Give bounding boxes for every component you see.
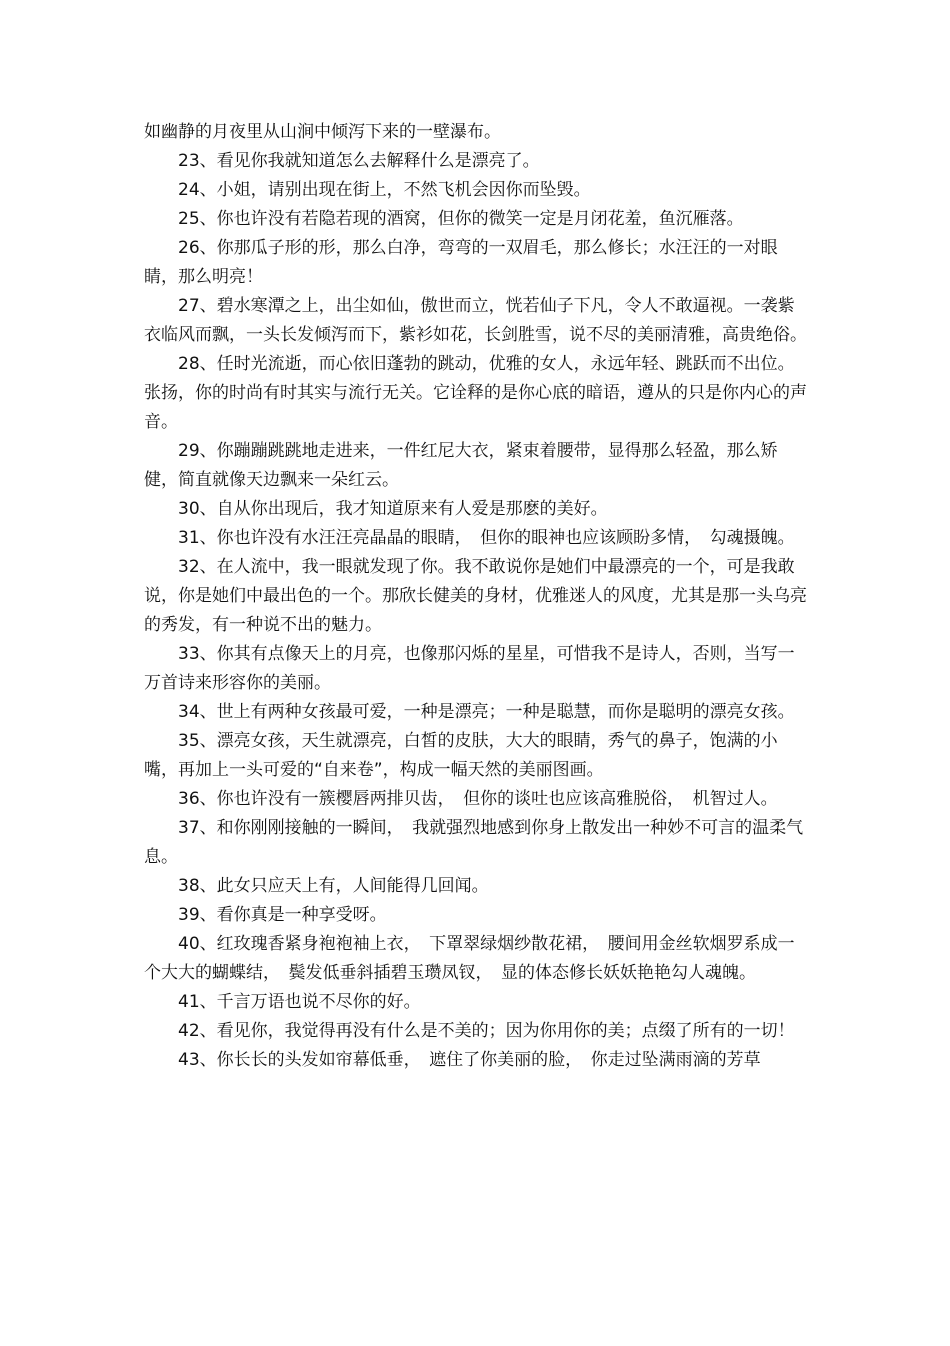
document-body: [144, 118, 808, 1075]
paragraph: 37、和你刚刚接触的一瞬间， 我就强烈地感到你身上散发出一种妙不可言的温柔气息。: [144, 818, 804, 867]
paragraph: 30、自从你出现后，我才知道原来有人爱是那麽的美好。: [178, 499, 608, 519]
paragraph: 28、任时光流逝，而心依旧蓬勃的跳动，优雅的女人，永远年轻、跳跃而不出位。张扬，你的时尚有时其实与流行无关。它诠释的是你心底的暗语，遵从的只是你内心的声音。: [144, 354, 807, 432]
paragraph: 40、红玫瑰香紧身袍袍袖上衣， 下罩翠绿烟纱散花裙， 腰间用金丝软烟罗系成一个大大的蝴蝶结， 鬓发低垂斜插碧玉瓒凤钗， 显的体态修长妖妖艳艳勾人魂魄。: [144, 934, 795, 983]
paragraph: 26、你那瓜子形的形，那么白净，弯弯的一双眉毛，那么修长；水汪汪的一对眼睛，那么明亮！: [144, 238, 778, 287]
paragraph: 33、你其有点像天上的月亮，也像那闪烁的星星，可惜我不是诗人，否则，当写一万首诗来形容你的美丽。: [144, 644, 795, 693]
paragraph: 42、看见你，我觉得再没有什么是不美的；因为你用你的美；点缀了所有的一切！: [178, 1021, 795, 1041]
paragraph: 29、你蹦蹦跳跳地走进来，一件红尼大衣，紧束着腰带，显得那么轻盈，那么矫健，简直就像天边飘来一朵红云。: [144, 441, 778, 490]
paragraph: 25、你也许没有若隐若现的酒窝，但你的微笑一定是月闭花羞，鱼沉雁落。: [178, 209, 744, 229]
paragraph: 36、你也许没有一簇樱唇两排贝齿， 但你的谈吐也应该高雅脱俗， 机智过人。: [178, 789, 778, 809]
paragraph: 31、你也许没有水汪汪亮晶晶的眼睛， 但你的眼神也应该顾盼多情， 勾魂摄魄。: [178, 528, 795, 548]
paragraph: 41、千言万语也说不尽你的好。: [178, 992, 421, 1012]
paragraph: 34、世上有两种女孩最可爱，一种是漂亮；一种是聪慧，而你是聪明的漂亮女孩。: [178, 702, 795, 722]
paragraph: 27、碧水寒潭之上，出尘如仙，傲世而立，恍若仙子下凡，令人不敢逼视。一袭紫衣临风而飘，一头长发倾泻而下，紫衫如花，长剑胜雪，说不尽的美丽清雅，高贵绝俗。: [144, 296, 807, 345]
paragraph: 24、小姐，请别出现在街上，不然飞机会因你而坠毁。: [178, 180, 591, 200]
paragraph: 如幽静的月夜里从山涧中倾泻下来的一壁瀑布。: [144, 122, 501, 142]
paragraph: 35、漂亮女孩，天生就漂亮，白皙的皮肤，大大的眼睛，秀气的鼻子，饱满的小嘴，再加上一头可爱的“自来卷”，构成一幅天然的美丽图画。: [144, 731, 778, 780]
paragraph: 43、你长长的头发如帘幕低垂， 遮住了你美丽的脸， 你走过坠满雨滴的芳草: [178, 1050, 761, 1070]
paragraph: 38、此女只应天上有，人间能得几回闻。: [178, 876, 489, 896]
paragraph: 32、在人流中，我一眼就发现了你。我不敢说你是她们中最漂亮的一个，可是我敢说，你是她们中最出色的一个。那欣长健美的身材，优雅迷人的风度，尤其是那一头乌亮的秀发，有一种说不出的魅力。: [144, 557, 807, 635]
paragraph: 39、看你真是一种享受呀。: [178, 905, 387, 925]
paragraph: 23、看见你我就知道怎么去解释什么是漂亮了。: [178, 151, 540, 171]
